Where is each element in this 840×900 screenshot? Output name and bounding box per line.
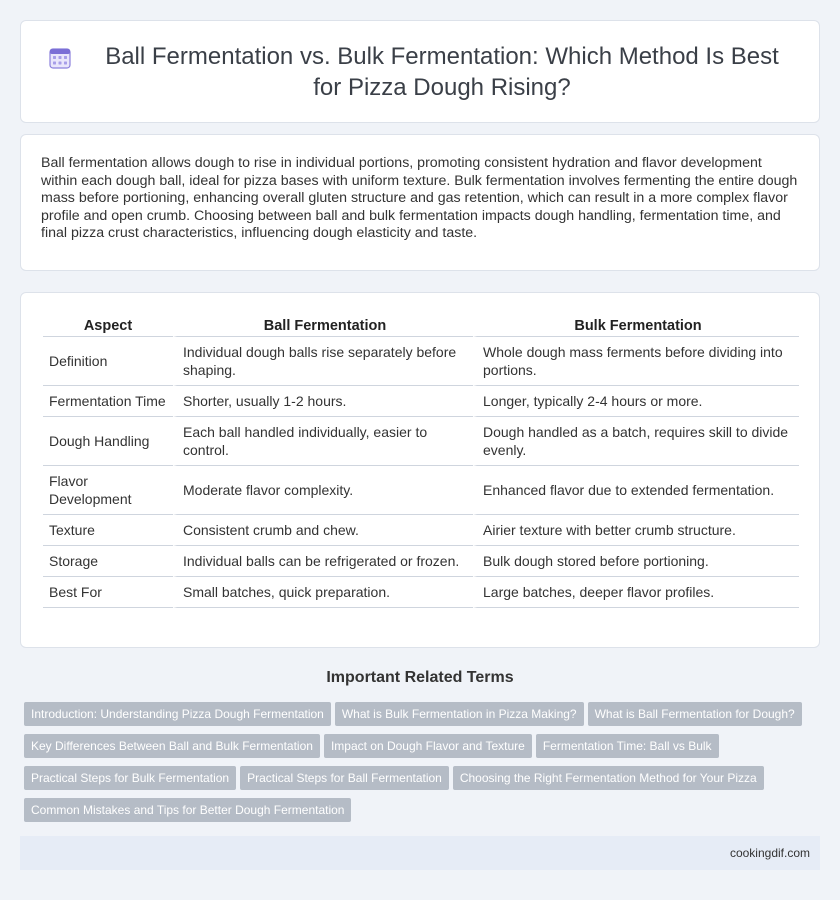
comparison-table [43, 314, 799, 608]
table-cell-aspect: Best For [43, 577, 173, 608]
column-header-aspect: Aspect [43, 314, 173, 337]
related-term-link[interactable]: Introduction: Understanding Pizza Dough Fermentation [24, 702, 331, 726]
table-row [43, 417, 799, 466]
table-row [43, 466, 799, 515]
table-cell-bulk: Whole dough mass ferments before dividing into portions. [473, 337, 799, 386]
intro-card [20, 134, 820, 271]
table-cell-aspect: Flavor Development [43, 466, 173, 515]
related-term-link[interactable]: Key Differences Between Ball and Bulk Fermentation [24, 734, 320, 758]
table-cell-bulk: Longer, typically 2-4 hours or more. [473, 386, 799, 417]
table-cell-ball: Small batches, quick preparation. [173, 577, 473, 608]
table-cell-bulk: Airier texture with better crumb structure. [473, 515, 799, 546]
table-cell-bulk: Enhanced flavor due to extended fermentation. [473, 466, 799, 515]
table-row [43, 515, 799, 546]
table-cell-ball: Shorter, usually 1-2 hours. [173, 386, 473, 417]
related-term-link[interactable]: Common Mistakes and Tips for Better Dough Fermentation [24, 798, 351, 822]
table-cell-ball: Consistent crumb and chew. [173, 515, 473, 546]
header-card [20, 20, 820, 123]
table-cell-aspect: Fermentation Time [43, 386, 173, 417]
column-header-bulk: Bulk Fermentation [473, 314, 799, 337]
related-term-link[interactable]: Practical Steps for Bulk Fermentation [24, 766, 236, 790]
table-cell-bulk: Large batches, deeper flavor profiles. [473, 577, 799, 608]
related-terms-list [24, 702, 824, 830]
table-cell-aspect: Dough Handling [43, 417, 173, 466]
related-term-link[interactable]: What is Ball Fermentation for Dough? [588, 702, 802, 726]
related-term-link[interactable]: What is Bulk Fermentation in Pizza Making? [335, 702, 584, 726]
table-cell-bulk: Dough handled as a batch, requires skill to divide evenly. [473, 417, 799, 466]
table-cell-ball: Individual dough balls rise separately before shaping. [173, 337, 473, 386]
table-row [43, 337, 799, 386]
table-row [43, 577, 799, 608]
table-cell-bulk: Bulk dough stored before portioning. [473, 546, 799, 577]
table-row [43, 386, 799, 417]
table-cell-aspect: Storage [43, 546, 173, 577]
table-cell-ball: Individual balls can be refrigerated or frozen. [173, 546, 473, 577]
table-cell-ball: Moderate flavor complexity. [173, 466, 473, 515]
table-cell-ball: Each ball handled individually, easier to control. [173, 417, 473, 466]
related-term-link[interactable]: Choosing the Right Fermentation Method for Your Pizza [453, 766, 764, 790]
related-term-link[interactable]: Impact on Dough Flavor and Texture [324, 734, 532, 758]
table-row [43, 546, 799, 577]
footer-site-name[interactable]: cookingdif.com [729, 846, 810, 860]
footer [20, 836, 820, 870]
related-term-link[interactable]: Practical Steps for Ball Fermentation [240, 766, 449, 790]
table-cell-aspect: Texture [43, 515, 173, 546]
related-term-link[interactable]: Fermentation Time: Ball vs Bulk [536, 734, 719, 758]
comparison-card [20, 292, 820, 648]
table-calendar-icon [48, 46, 72, 70]
table-header-row [43, 314, 799, 337]
related-terms-heading: Important Related Terms [326, 669, 514, 686]
page-title: Ball Fermentation vs. Bulk Fermentation: Which Method Is Best for Pizza Dough Rising? [105, 42, 779, 101]
intro-paragraph: Ball fermentation allows dough to rise in individual portions, promoting consistent hydration and flavor development within each dough ball, ideal for pizza bases with uniform texture. Bulk fermentation involves fermenting the entire dough mass before portioning, enhancing overall gluten structure and gas retention, which can result in a more complex flavor profile and open crumb. Choosing between ball and bulk fermentation impacts dough handling, fermentation time, and final pizza crust characteristics, influencing dough elasticity and taste. [41, 155, 798, 242]
column-header-ball: Ball Fermentation [173, 314, 473, 337]
table-cell-aspect: Definition [43, 337, 173, 386]
